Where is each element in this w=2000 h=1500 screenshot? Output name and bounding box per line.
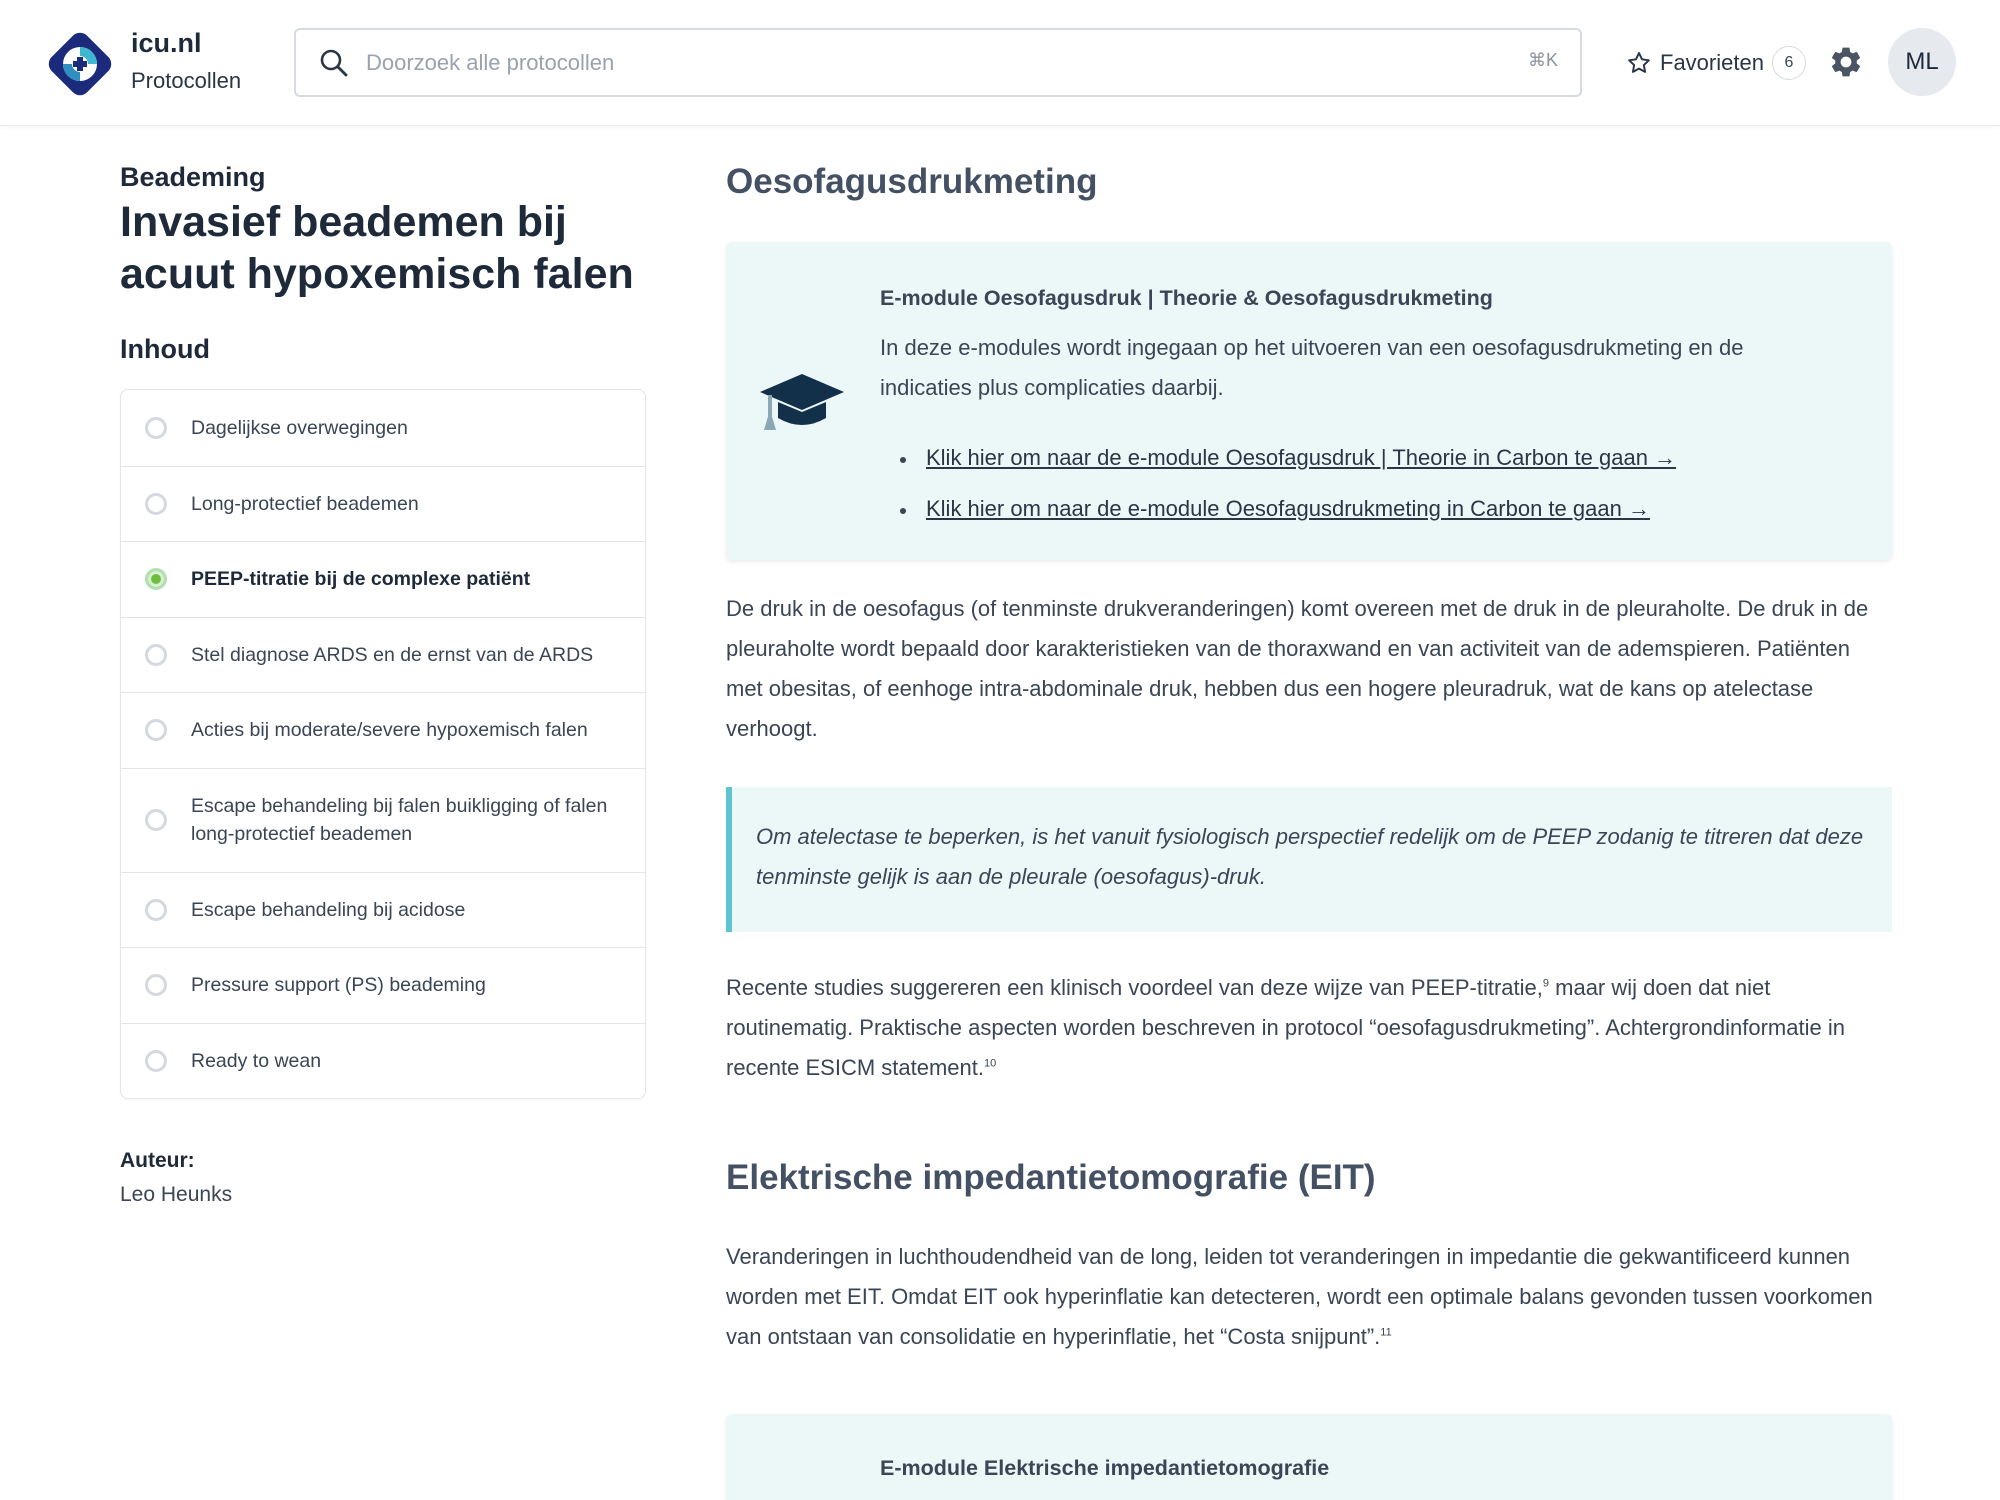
graduation-cap-icon [756, 370, 848, 434]
toc-active-indicator-icon [145, 568, 167, 590]
toc-radio-icon [145, 493, 167, 515]
paragraph-text: maar wij doen dat niet routinematig. Praktische aspecten worden beschreven in protocol “oesofagusdrukmeting”. Achtergrondinformatie in recente ESICM statement. [726, 975, 1845, 1080]
toc-radio-icon [145, 899, 167, 921]
toc-item-label: Stel diagnose ARDS en de ernst van de ARDS [191, 643, 594, 666]
page-title: Invasief beademen bij acuut hypoxemisch falen [120, 198, 634, 298]
reference-9[interactable]: 9 [1542, 977, 1550, 990]
toc-radio-icon [145, 417, 167, 439]
search-shortcut: ⌘K [1527, 50, 1558, 70]
toc-item-escape-buikligging[interactable] [121, 768, 645, 872]
paragraph-text: Recente studies suggereren een klinisch voordeel van deze wijze van PEEP-titratie, [726, 975, 1543, 1000]
quote-text: Om atelectase te beperken, is het vanuit fysiologisch perspectief redelijk om de PEEP zodanig te titreren dat deze tenminste gelijk is aan de pleurale (oesofagus)-druk. [756, 824, 1864, 889]
toc-item-escape-acidose[interactable] [121, 872, 645, 948]
toc-item-label: Acties bij moderate/severe hypoxemisch falen [191, 719, 588, 742]
toc-item-ready-to-wean[interactable] [121, 1023, 645, 1099]
toc-item-peep-titratie[interactable] [121, 541, 645, 617]
favorites-count-badge: 6 [1772, 46, 1806, 80]
paragraph-recente-studies [726, 968, 1892, 1088]
toc-item-label: Dagelijkse overwegingen [191, 416, 408, 439]
user-avatar[interactable]: ML [1888, 28, 1956, 96]
gear-icon[interactable] [1828, 44, 1864, 80]
toc-radio-icon [145, 644, 167, 666]
emodule-link-oesofagusdrukmeting[interactable]: Klik hier om naar de e-module Oesofagusdrukmeting in Carbon te gaan → [926, 496, 1650, 521]
section-title-oesofagusdrukmeting: Oesofagusdrukmeting [726, 162, 1098, 201]
toc-item-acties-hypoxemisch-falen[interactable] [121, 692, 645, 768]
emodule-link-item [880, 489, 1676, 540]
author-name: Leo Heunks [120, 1183, 233, 1206]
star-icon [1626, 50, 1652, 76]
toc-radio-icon [145, 1050, 167, 1072]
toc-item-diagnose-ards[interactable] [121, 617, 645, 693]
toc-item-label: Ready to wean [191, 1049, 322, 1072]
icu-logo-icon[interactable] [44, 28, 116, 100]
table-of-contents [120, 389, 646, 1099]
toc-item-long-protectief-beademen[interactable] [121, 466, 645, 542]
emodule-card-oesofagusdruk [726, 242, 1892, 560]
paragraph-text: Veranderingen in luchthoudendheid van de long, leiden tot veranderingen in impedantie die gekwantificeerd kunnen worden met EIT. Omdat EIT ook hyperinflatie kan detecteren, wordt een optimale balans gevonden tussen voorkomen van ontstaan van consolidatie en hyperinflatie, het “Costa snijpunt”. [726, 1244, 1873, 1349]
emodule-card-eit [726, 1414, 1892, 1500]
toc-item-label: Pressure support (PS) beademing [191, 974, 486, 997]
search-box[interactable] [294, 28, 1582, 97]
emodule-title: E-module Elektrische impedantietomografie [880, 1456, 1330, 1480]
toc-radio-icon [145, 809, 167, 831]
emodule-description: In deze e-modules wordt ingegaan op het uitvoeren van een oesofagusdrukmeting en de indicaties plus complicaties daarbij. [880, 335, 1744, 400]
paragraph-eit [726, 1237, 1892, 1357]
emodule-link-oesofagusdruk-theorie[interactable]: Klik hier om naar de e-module Oesofagusdruk | Theorie in Carbon te gaan → [926, 445, 1677, 470]
reference-10[interactable]: 10 [984, 1057, 997, 1070]
reference-11[interactable]: 11 [1380, 1326, 1392, 1339]
brand-subtitle: Protocollen [131, 68, 242, 93]
toc-item-pressure-support[interactable] [121, 947, 645, 1023]
emodule-link-item [880, 438, 1676, 489]
highlight-quote [726, 787, 1892, 932]
toc-heading: Inhoud [120, 334, 210, 364]
author-label: Auteur: [120, 1149, 195, 1172]
top-header [0, 0, 2000, 126]
toc-item-label: Escape behandeling bij falen buikligging of falen long-protectief beademen [191, 795, 608, 845]
brand-title[interactable]: icu.nl [131, 28, 202, 58]
favorites-button[interactable] [1626, 44, 1806, 82]
favorites-label: Favorieten [1660, 50, 1764, 75]
toc-item-dagelijkse-overwegingen[interactable] [121, 390, 645, 466]
section-title-eit: Elektrische impedantietomografie (EIT) [726, 1158, 1376, 1197]
search-input[interactable] [366, 44, 1416, 82]
emodule-title: E-module Oesofagusdruk | Theorie & Oesofagusdrukmeting [880, 286, 1493, 310]
toc-radio-icon [145, 719, 167, 741]
emodule-link-list [880, 438, 1676, 540]
toc-item-label: Long-protectief beademen [191, 492, 419, 515]
search-icon [318, 47, 350, 79]
breadcrumb-category[interactable]: Beademing [120, 162, 266, 192]
toc-radio-icon [145, 974, 167, 996]
toc-item-label-active: PEEP-titratie bij de complexe patiënt [191, 568, 531, 591]
paragraph-oesofagusdruk: De druk in de oesofagus (of tenminste drukveranderingen) komt overeen met de druk in de pleuraholte. De druk in de pleuraholte wordt bepaald door karakteristieken van de thoraxwand en van activiteit van de ademspieren. Patiënten met obesitas, of eenhoge intra-abdominale druk, hebben dus een hogere pleuradruk, wat de kans op atelectase verhoogt. [726, 596, 1869, 741]
toc-item-label: Escape behandeling bij acidose [191, 898, 466, 921]
